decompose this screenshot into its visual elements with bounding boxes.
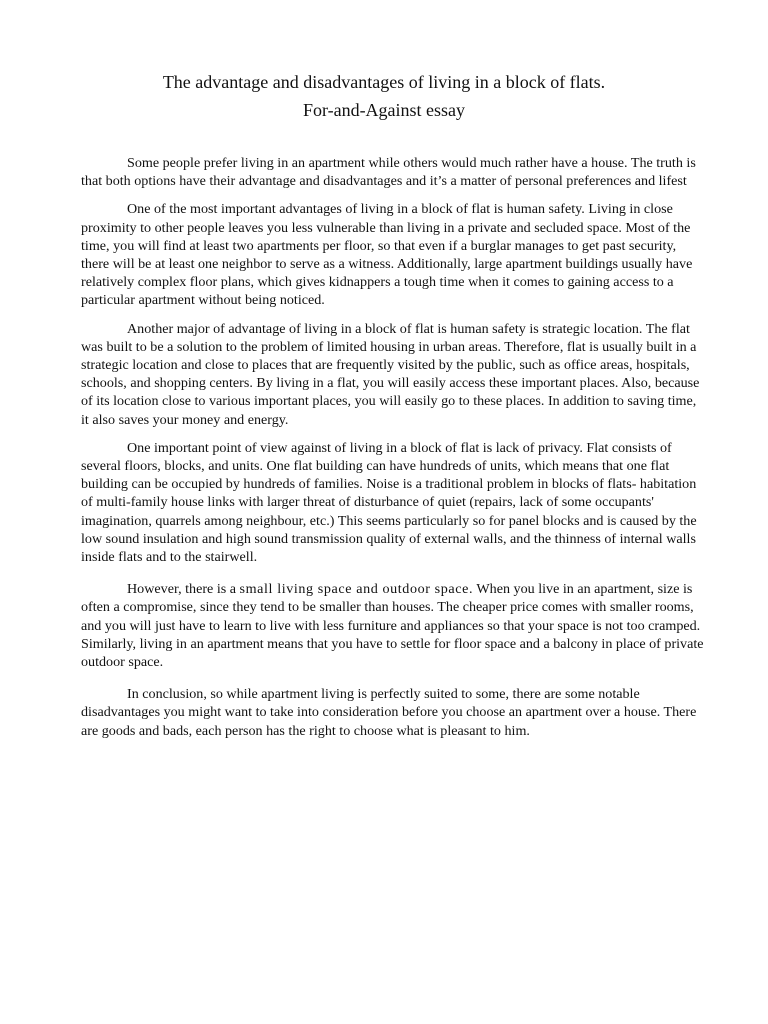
paragraph-safety: One of the most important advantages of living in a block of flat is human safety. Living in close proximity to other people leaves you less vulnerable than living in a private and secluded space. Most of the time, you will find at least two apartments per floor, so that even if a burglar manages to get past security, there will be at least one neighbor to serve as a witness. Additionally, large apartment buildings usually have relatively complex floor plans, which gives kidnappers a tough time when it comes to gaining access to a particular apartment without being noticed. xyxy=(81,201,693,309)
paragraph-space xyxy=(81,580,705,671)
paragraph-intro: Some people prefer living in an apartment while others would much rather have a house. The truth is that both options have their advantage and disadvantages and it’s a matter of personal preferences and lifest xyxy=(81,155,696,190)
essay-title: The advantage and disadvantages of living in a block of flats. xyxy=(162,72,606,92)
paragraph-space-lead: However, there is a xyxy=(127,581,240,598)
essay-subtitle: For-and-Against essay xyxy=(302,100,466,120)
essay-body xyxy=(81,154,705,750)
paragraph-conclusion: In conclusion, so while apartment living is perfectly suited to some, there are some notable disadvantages you might want to take into consideration before you choose an apartment over a house. There are goods and bads, each person has the right to choose what is pleasant to him. xyxy=(81,686,697,739)
paragraph-space-emphasis: small living space and outdoor space. xyxy=(239,581,474,598)
paragraph-space-rest: When you live in an apartment, size is often a compromise, since they tend to be smaller than houses. The cheaper price comes with smaller rooms, and you will just have to learn to live with less furniture and appliances so that your space is not too cramped. Similarly, living in an apartment means that you have to settle for floor space and a balcony in place of private outdoor space. xyxy=(81,581,704,671)
paragraph-privacy: One important point of view against of living in a block of flat is lack of privacy. Flat consists of several floors, blocks, and units. One flat building can have hundreds of units, which means that one flat building can be occupied by hundreds of families. Noise is a traditional problem in blocks of flats- habitation of multi-family house links with larger threat of disturbance of quiet (repairs, lack of some occupants' imagination, quarrels among neighbour, etc.) This seems particularly so for panel blocks and is caused by the low sound insulation and high sound transmission quality of external walls, and the thinness of internal walls inside flats and to the stairwell. xyxy=(81,439,697,566)
paragraph-location: Another major of advantage of living in a block of flat is human safety is strategic location. The flat was built to be a solution to the problem of limited housing in urban areas. Therefore, flat is usually built in a strategic location and close to places that are frequently visited by the public, such as office areas, hospitals, schools, and shopping centers. By living in a flat, you will easily access these important places. Also, because of its location close to various important places, you will easily go to these places. In addition to saving time, it also saves your money and energy. xyxy=(81,320,700,428)
